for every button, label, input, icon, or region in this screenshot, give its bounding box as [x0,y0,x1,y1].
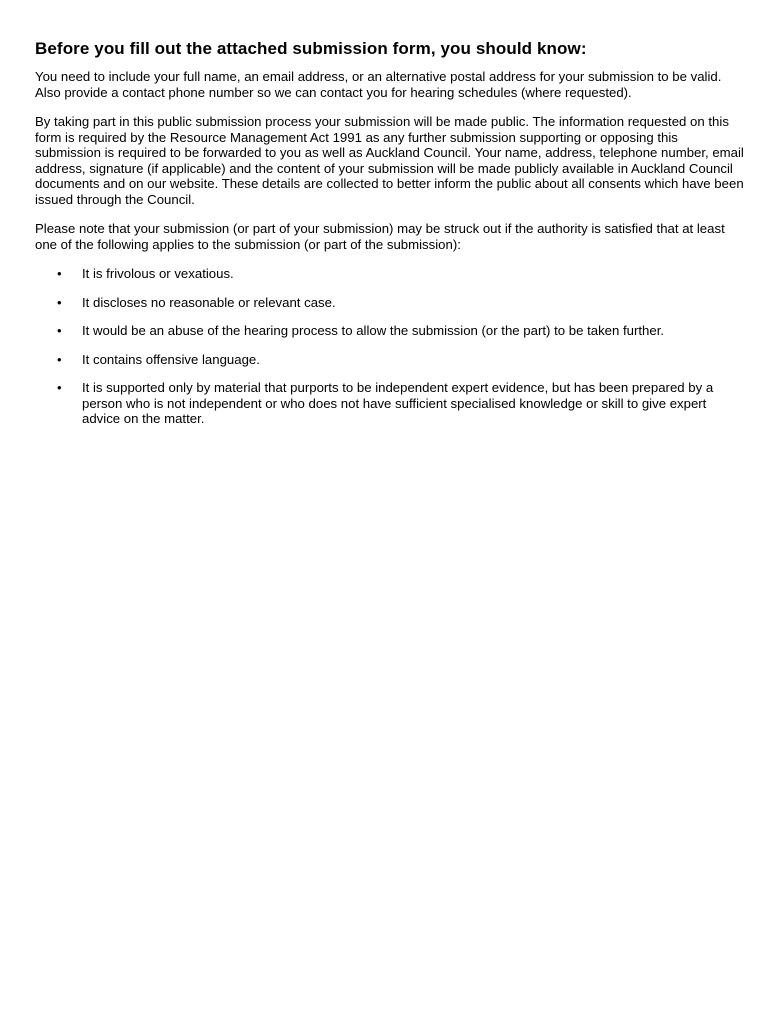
bullet-icon: • [57,351,62,367]
list-item [35,380,745,427]
page-title: Before you fill out the attached submission form, you should know: [35,39,587,58]
list-item [35,323,745,339]
document-page [35,38,745,440]
list-item [35,352,745,368]
list-item [35,295,745,311]
paragraph-privacy-notice: By taking part in this public submission process your submission will be made public. The information requested on this form is required by the Resource Management Act 1991 as any further submission supporting or opposing this submission is required to be forwarded to you as well as Auckland Council. Your name, address, telephone number, email address, signature (if applicable) and the content of your submission will be made publicly available in Auckland Council documents and on our website. These details are collected to better inform the public about all consents which have been issued through the Council. [35,114,744,207]
paragraph-strike-out-notice: Please note that your submission (or part of your submission) may be struck out if the authority is satisfied that at least one of the following applies to the submission (or part of the submission): [35,221,725,252]
paragraph-contact-requirements: You need to include your full name, an email address, or an alternative postal address for your submission to be valid. Also provide a contact phone number so we can contact you for hearing schedules (where requested). [35,69,722,100]
list-item-text: It would be an abuse of the hearing process to allow the submission (or the part) to be taken further. [82,323,665,338]
list-item-text: It is supported only by material that purports to be independent expert evidence, but has been prepared by a person who is not independent or who does not have sufficient specialised knowledge or skill to give expert advice on the matter. [82,380,714,426]
bullet-icon: • [57,266,62,281]
bullet-icon: • [57,323,62,338]
bullet-icon: • [57,294,62,310]
bullet-icon: • [57,380,62,395]
list-item-text: It discloses no reasonable or relevant case. [82,294,336,310]
list-item [35,266,745,282]
strike-out-reasons-list [35,266,745,427]
list-item-text: It contains offensive language. [82,351,260,367]
list-item-text: It is frivolous or vexatious. [82,266,234,281]
